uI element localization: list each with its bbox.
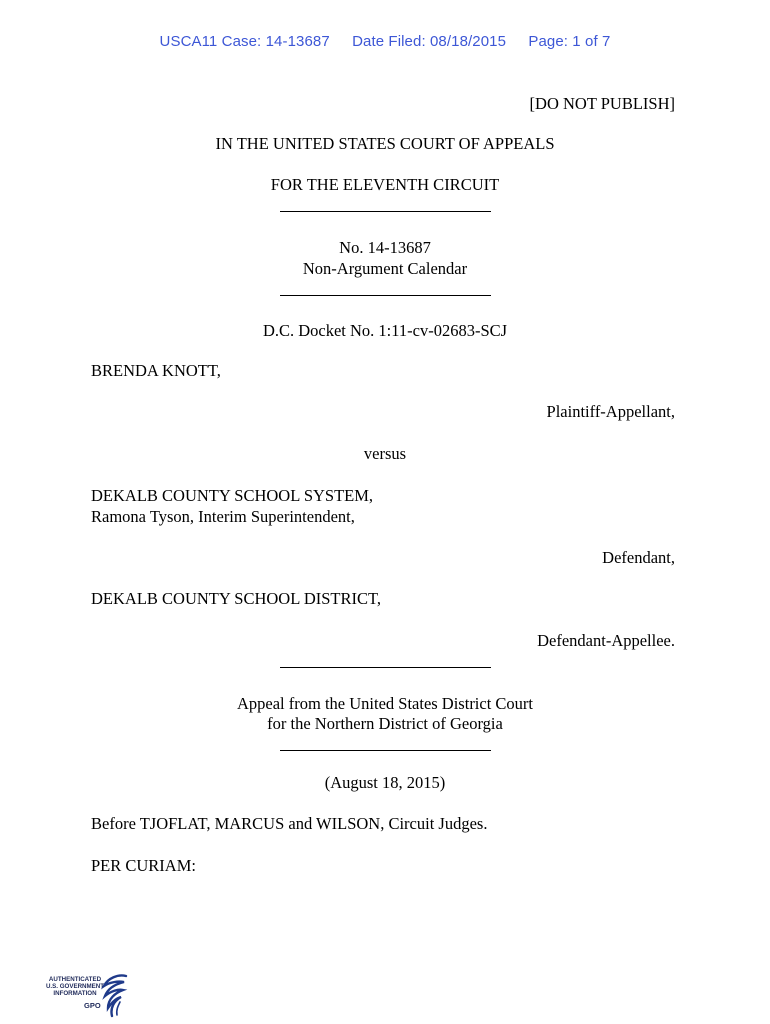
defendant-name: DEKALB COUNTY SCHOOL SYSTEM, bbox=[91, 486, 374, 505]
publish-status: [DO NOT PUBLISH] bbox=[529, 94, 675, 113]
gpo-authentication-seal bbox=[40, 972, 132, 1018]
court-name: IN THE UNITED STATES COURT OF APPEALS bbox=[215, 134, 555, 153]
plaintiff-role: Plaintiff-Appellant, bbox=[546, 402, 675, 421]
eagle-icon bbox=[96, 972, 130, 1018]
plaintiff-name: BRENDA KNOTT, bbox=[91, 361, 221, 380]
appeal-origin: Appeal from the United States District Court bbox=[236, 694, 534, 713]
calendar-type: Non-Argument Calendar bbox=[302, 259, 468, 278]
gpo-label: GPO bbox=[84, 1001, 101, 1010]
page-count-header: Page: 1 of 7 bbox=[528, 33, 611, 50]
per-curiam: PER CURIAM: bbox=[91, 856, 196, 875]
defendant-representative: Ramona Tyson, Interim Superintendent, bbox=[91, 507, 355, 526]
appeal-district: for the Northern District of Georgia bbox=[267, 714, 503, 733]
docket-number: D.C. Docket No. 1:11-cv-02683-SCJ bbox=[262, 321, 508, 340]
panel-judges: Before TJOFLAT, MARCUS and WILSON, Circuit Judges. bbox=[91, 814, 488, 833]
defendant-role: Defendant, bbox=[602, 548, 675, 567]
divider bbox=[280, 667, 491, 668]
divider bbox=[280, 750, 491, 751]
circuit-name: FOR THE ELEVENTH CIRCUIT bbox=[270, 175, 500, 194]
divider bbox=[280, 295, 491, 296]
divider bbox=[280, 211, 491, 212]
filing-header bbox=[0, 33, 770, 50]
versus-text: versus bbox=[363, 444, 407, 463]
date-filed-header: Date Filed: 08/18/2015 bbox=[352, 33, 507, 50]
appellee-role: Defendant-Appellee. bbox=[537, 631, 675, 650]
appellee-name: DEKALB COUNTY SCHOOL DISTRICT, bbox=[91, 589, 381, 608]
decision-date: (August 18, 2015) bbox=[324, 773, 446, 792]
case-number-header: USCA11 Case: 14-13687 bbox=[159, 33, 330, 50]
seal-text: AUTHENTICATED U.S. GOVERNMENT INFORMATION bbox=[45, 976, 105, 997]
appeal-number: No. 14-13687 bbox=[339, 238, 431, 257]
